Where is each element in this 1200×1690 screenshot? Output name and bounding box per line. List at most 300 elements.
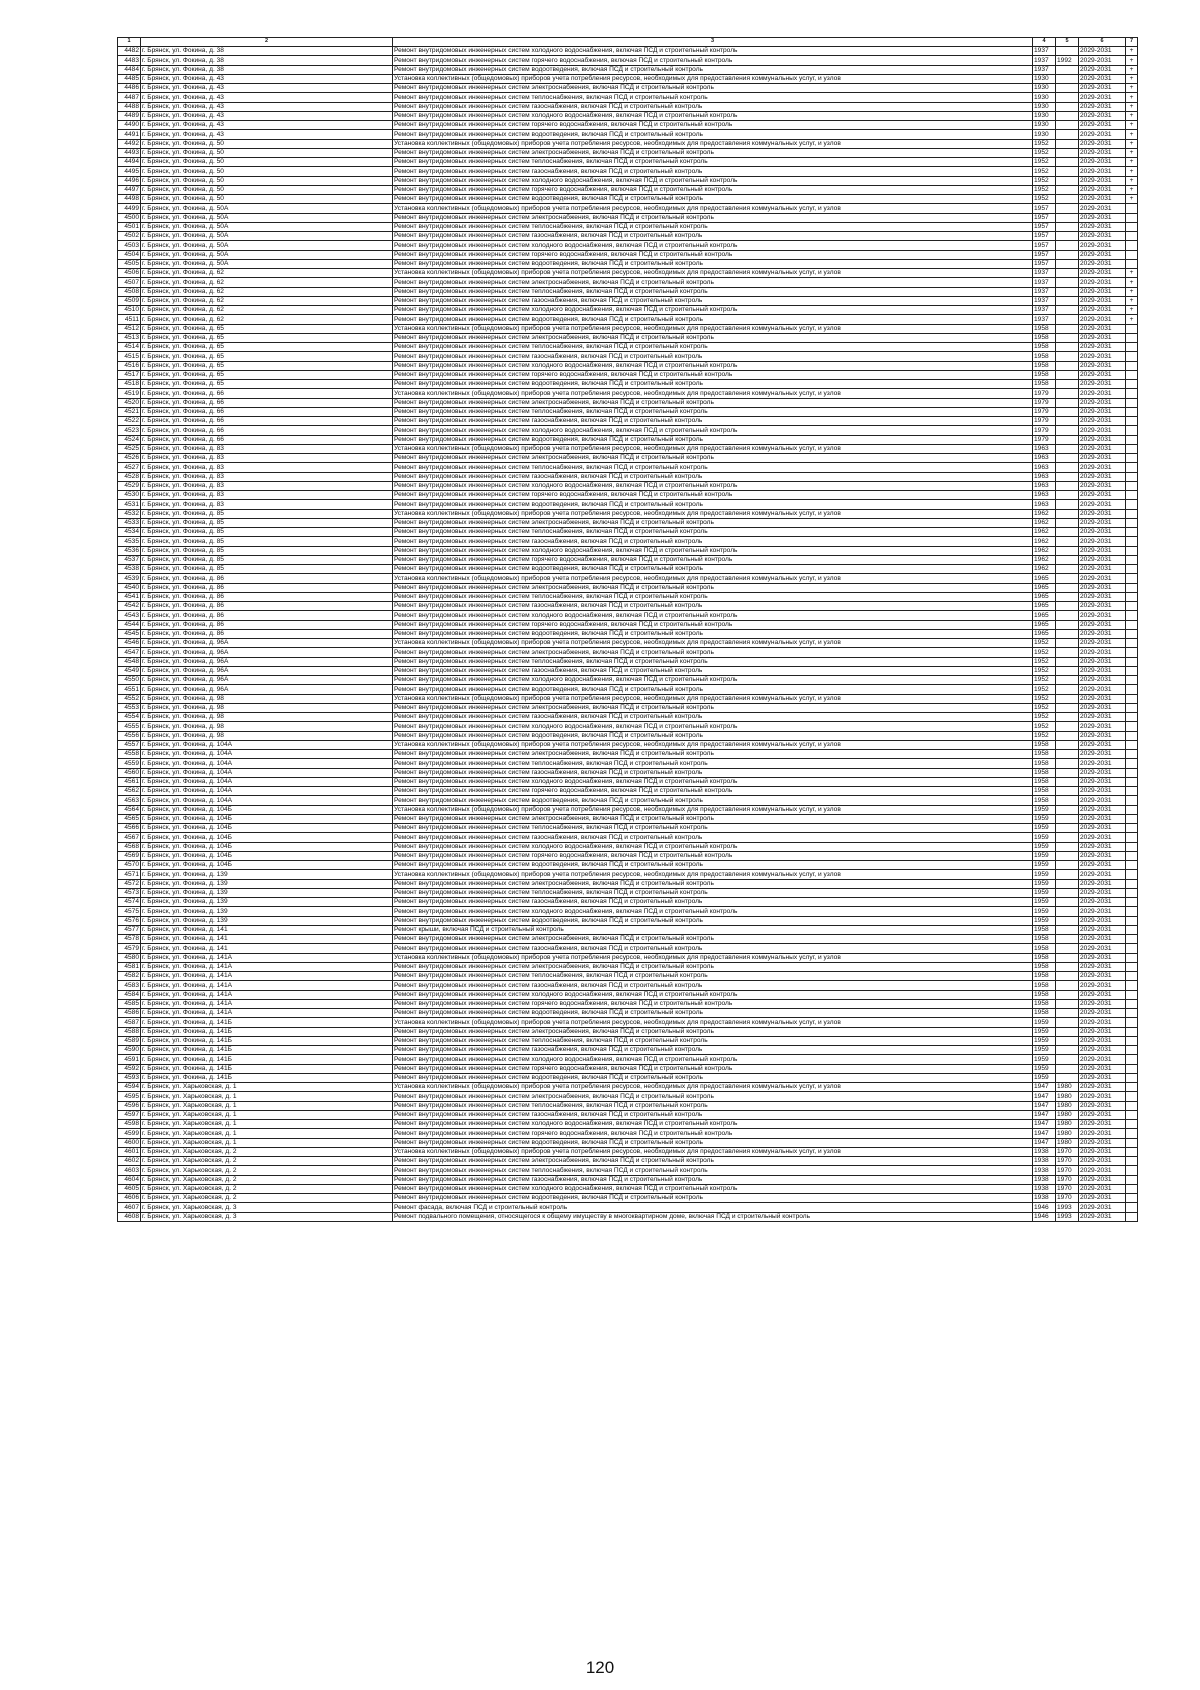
build-year-cell: 1958 xyxy=(1033,1009,1056,1018)
address-cell: г. Брянск, ул. Фокина, д. 83 xyxy=(141,472,393,481)
reconstruction-year-cell xyxy=(1056,491,1079,500)
table-row xyxy=(118,481,1138,490)
reconstruction-year-cell xyxy=(1056,620,1079,629)
address-cell: г. Брянск, ул. Фокина, д. 85 xyxy=(141,555,393,564)
work-type-cell: Ремонт внутридомовых инженерных систем газоснабжения, включая ПСД и строительный контроль xyxy=(393,713,1033,722)
build-year-cell: 1959 xyxy=(1033,805,1056,814)
build-year-cell: 1959 xyxy=(1033,1027,1056,1036)
address-cell: г. Брянск, ул. Фокина, д. 98 xyxy=(141,713,393,722)
row-number-cell: 4535 xyxy=(118,537,141,546)
reconstruction-year-cell xyxy=(1056,999,1079,1008)
mark-cell xyxy=(1126,1009,1138,1018)
table-row xyxy=(118,417,1138,426)
planned-period-cell: 2029-2031 xyxy=(1079,1203,1126,1212)
work-type-cell: Установка коллективных (общедомовых) приборов учета потребления ресурсов, необходимых для предоставления коммунальных услуг, и узлов xyxy=(393,204,1033,213)
row-number-cell: 4502 xyxy=(118,232,141,241)
reconstruction-year-cell xyxy=(1056,176,1079,185)
table-row xyxy=(118,796,1138,805)
work-type-cell: Ремонт внутридомовых инженерных систем холодного водоснабжения, включая ПСД и строительный контроль xyxy=(393,176,1033,185)
reconstruction-year-cell xyxy=(1056,639,1079,648)
mark-cell xyxy=(1126,417,1138,426)
planned-period-cell: 2029-2031 xyxy=(1079,222,1126,231)
address-cell: г. Брянск, ул. Харьковская, д. 1 xyxy=(141,1110,393,1119)
row-number-cell: 4526 xyxy=(118,454,141,463)
planned-period-cell: 2029-2031 xyxy=(1079,213,1126,222)
table-row xyxy=(118,805,1138,814)
work-type-cell: Установка коллективных (общедомовых) приборов учета потребления ресурсов, необходимых для предоставления коммунальных услуг, и узлов xyxy=(393,74,1033,83)
work-type-cell: Ремонт внутридомовых инженерных систем водоотведения, включая ПСД и строительный контроль xyxy=(393,629,1033,638)
work-type-cell: Ремонт внутридомовых инженерных систем холодного водоснабжения, включая ПСД и строительный контроль xyxy=(393,426,1033,435)
build-year-cell: 1958 xyxy=(1033,953,1056,962)
planned-period-cell: 2029-2031 xyxy=(1079,407,1126,416)
row-number-cell: 4571 xyxy=(118,870,141,879)
table-row xyxy=(118,407,1138,416)
work-type-cell: Ремонт внутридомовых инженерных систем горячего водоснабжения, включая ПСД и строительный контроль xyxy=(393,1064,1033,1073)
address-cell: г. Брянск, ул. Фокина, д. 86 xyxy=(141,620,393,629)
reconstruction-year-cell xyxy=(1056,370,1079,379)
build-year-cell: 1958 xyxy=(1033,768,1056,777)
reconstruction-year-cell xyxy=(1056,102,1079,111)
build-year-cell: 1958 xyxy=(1033,750,1056,759)
address-cell: г. Брянск, ул. Фокина, д. 65 xyxy=(141,324,393,333)
build-year-cell: 1958 xyxy=(1033,990,1056,999)
work-type-cell: Ремонт внутридомовых инженерных систем электроснабжения, включая ПСД и строительный контроль xyxy=(393,1027,1033,1036)
mark-cell xyxy=(1126,574,1138,583)
row-number-cell: 4562 xyxy=(118,787,141,796)
reconstruction-year-cell xyxy=(1056,1018,1079,1027)
planned-period-cell: 2029-2031 xyxy=(1079,796,1126,805)
mark-cell xyxy=(1126,972,1138,981)
reconstruction-year-cell xyxy=(1056,1027,1079,1036)
table-row xyxy=(118,1055,1138,1064)
reconstruction-year-cell xyxy=(1056,713,1079,722)
mark-cell xyxy=(1126,426,1138,435)
mark-cell: + xyxy=(1126,47,1138,56)
planned-period-cell: 2029-2031 xyxy=(1079,1101,1126,1110)
work-type-cell: Ремонт внутридомовых инженерных систем электроснабжения, включая ПСД и строительный контроль xyxy=(393,962,1033,971)
build-year-cell: 1959 xyxy=(1033,1036,1056,1045)
row-number-cell: 4537 xyxy=(118,555,141,564)
work-type-cell: Ремонт внутридомовых инженерных систем холодного водоснабжения, включая ПСД и строительный контроль xyxy=(393,111,1033,120)
build-year-cell: 1957 xyxy=(1033,250,1056,259)
address-cell: г. Брянск, ул. Фокина, д. 141А xyxy=(141,962,393,971)
address-cell: г. Брянск, ул. Фокина, д. 38 xyxy=(141,47,393,56)
table-row xyxy=(118,814,1138,823)
address-cell: г. Брянск, ул. Фокина, д. 50 xyxy=(141,139,393,148)
mark-cell xyxy=(1126,833,1138,842)
build-year-cell: 1958 xyxy=(1033,361,1056,370)
work-type-cell: Ремонт внутридомовых инженерных систем теплоснабжения, включая ПСД и строительный контроль xyxy=(393,158,1033,167)
table-row xyxy=(118,722,1138,731)
planned-period-cell: 2029-2031 xyxy=(1079,999,1126,1008)
address-cell: г. Брянск, ул. Фокина, д. 141А xyxy=(141,999,393,1008)
table-row xyxy=(118,315,1138,324)
table-row xyxy=(118,1073,1138,1082)
planned-period-cell: 2029-2031 xyxy=(1079,953,1126,962)
work-type-cell: Установка коллективных (общедомовых) приборов учета потребления ресурсов, необходимых для предоставления коммунальных услуг, и узлов xyxy=(393,1147,1033,1156)
mark-cell xyxy=(1126,1129,1138,1138)
row-number-cell: 4593 xyxy=(118,1073,141,1082)
build-year-cell: 1947 xyxy=(1033,1101,1056,1110)
address-cell: г. Брянск, ул. Фокина, д. 104Б xyxy=(141,861,393,870)
address-cell: г. Брянск, ул. Фокина, д. 141Б xyxy=(141,1027,393,1036)
row-number-cell: 4497 xyxy=(118,185,141,194)
build-year-cell: 1959 xyxy=(1033,916,1056,925)
planned-period-cell: 2029-2031 xyxy=(1079,1046,1126,1055)
work-type-cell: Ремонт внутридомовых инженерных систем электроснабжения, включая ПСД и строительный контроль xyxy=(393,814,1033,823)
address-cell: г. Брянск, ул. Фокина, д. 104А xyxy=(141,787,393,796)
row-number-cell: 4573 xyxy=(118,888,141,897)
work-type-cell: Ремонт внутридомовых инженерных систем теплоснабжения, включая ПСД и строительный контроль xyxy=(393,463,1033,472)
planned-period-cell: 2029-2031 xyxy=(1079,352,1126,361)
reconstruction-year-cell: 1970 xyxy=(1056,1194,1079,1203)
table-row xyxy=(118,713,1138,722)
work-type-cell: Ремонт внутридомовых инженерных систем электроснабжения, включая ПСД и строительный контроль xyxy=(393,1157,1033,1166)
planned-period-cell: 2029-2031 xyxy=(1079,703,1126,712)
build-year-cell: 1947 xyxy=(1033,1083,1056,1092)
build-year-cell: 1958 xyxy=(1033,324,1056,333)
table-row xyxy=(118,1157,1138,1166)
build-year-cell: 1959 xyxy=(1033,907,1056,916)
planned-period-cell: 2029-2031 xyxy=(1079,1175,1126,1184)
reconstruction-year-cell xyxy=(1056,592,1079,601)
row-number-cell: 4523 xyxy=(118,426,141,435)
planned-period-cell: 2029-2031 xyxy=(1079,176,1126,185)
table-row xyxy=(118,472,1138,481)
row-number-cell: 4522 xyxy=(118,417,141,426)
reconstruction-year-cell: 1993 xyxy=(1056,1212,1079,1221)
reconstruction-year-cell: 1980 xyxy=(1056,1138,1079,1147)
table-row xyxy=(118,565,1138,574)
table-row xyxy=(118,167,1138,176)
build-year-cell: 1952 xyxy=(1033,158,1056,167)
work-type-cell: Ремонт внутридомовых инженерных систем газоснабжения, включая ПСД и строительный контроль xyxy=(393,1175,1033,1184)
row-number-cell: 4520 xyxy=(118,398,141,407)
row-number-cell: 4545 xyxy=(118,629,141,638)
mark-cell xyxy=(1126,232,1138,241)
table-row xyxy=(118,176,1138,185)
header-col-4: 4 xyxy=(1033,38,1056,47)
row-number-cell: 4529 xyxy=(118,481,141,490)
row-number-cell: 4576 xyxy=(118,916,141,925)
address-cell: г. Брянск, ул. Фокина, д. 98 xyxy=(141,703,393,712)
planned-period-cell: 2029-2031 xyxy=(1079,1092,1126,1101)
work-type-cell: Установка коллективных (общедомовых) приборов учета потребления ресурсов, необходимых для предоставления коммунальных услуг, и узлов xyxy=(393,509,1033,518)
planned-period-cell: 2029-2031 xyxy=(1079,1027,1126,1036)
row-number-cell: 4607 xyxy=(118,1203,141,1212)
row-number-cell: 4493 xyxy=(118,148,141,157)
work-type-cell: Ремонт внутридомовых инженерных систем газоснабжения, включая ПСД и строительный контроль xyxy=(393,537,1033,546)
reconstruction-year-cell xyxy=(1056,768,1079,777)
planned-period-cell: 2029-2031 xyxy=(1079,1064,1126,1073)
table-row xyxy=(118,259,1138,268)
row-number-cell: 4534 xyxy=(118,528,141,537)
mark-cell xyxy=(1126,398,1138,407)
planned-period-cell: 2029-2031 xyxy=(1079,537,1126,546)
mark-cell xyxy=(1126,407,1138,416)
planned-period-cell: 2029-2031 xyxy=(1079,935,1126,944)
work-type-cell: Ремонт крыши, включая ПСД и строительный контроль xyxy=(393,925,1033,934)
build-year-cell: 1958 xyxy=(1033,944,1056,953)
reconstruction-year-cell: 1980 xyxy=(1056,1120,1079,1129)
mark-cell xyxy=(1126,1175,1138,1184)
address-cell: г. Брянск, ул. Фокина, д. 38 xyxy=(141,56,393,65)
planned-period-cell: 2029-2031 xyxy=(1079,990,1126,999)
planned-period-cell: 2029-2031 xyxy=(1079,750,1126,759)
planned-period-cell: 2029-2031 xyxy=(1079,870,1126,879)
build-year-cell: 1952 xyxy=(1033,722,1056,731)
mark-cell xyxy=(1126,981,1138,990)
reconstruction-year-cell xyxy=(1056,796,1079,805)
row-number-cell: 4532 xyxy=(118,509,141,518)
row-number-cell: 4494 xyxy=(118,158,141,167)
mark-cell xyxy=(1126,1027,1138,1036)
mark-cell xyxy=(1126,361,1138,370)
row-number-cell: 4581 xyxy=(118,962,141,971)
planned-period-cell: 2029-2031 xyxy=(1079,93,1126,102)
planned-period-cell: 2029-2031 xyxy=(1079,1166,1126,1175)
build-year-cell: 1958 xyxy=(1033,370,1056,379)
planned-period-cell: 2029-2031 xyxy=(1079,833,1126,842)
planned-period-cell: 2029-2031 xyxy=(1079,380,1126,389)
address-cell: г. Брянск, ул. Харьковская, д. 1 xyxy=(141,1138,393,1147)
work-type-cell: Установка коллективных (общедомовых) приборов учета потребления ресурсов, необходимых для предоставления коммунальных услуг, и узлов xyxy=(393,324,1033,333)
build-year-cell: 1958 xyxy=(1033,787,1056,796)
header-row xyxy=(118,38,1138,47)
reconstruction-year-cell xyxy=(1056,407,1079,416)
reconstruction-year-cell xyxy=(1056,398,1079,407)
reconstruction-year-cell xyxy=(1056,1046,1079,1055)
page-number: 120 xyxy=(585,1658,615,1677)
row-number-cell: 4567 xyxy=(118,833,141,842)
mark-cell xyxy=(1126,953,1138,962)
mark-cell xyxy=(1126,1120,1138,1129)
build-year-cell: 1952 xyxy=(1033,185,1056,194)
planned-period-cell: 2029-2031 xyxy=(1079,481,1126,490)
reconstruction-year-cell xyxy=(1056,944,1079,953)
build-year-cell: 1958 xyxy=(1033,759,1056,768)
address-cell: г. Брянск, ул. Фокина, д. 141А xyxy=(141,953,393,962)
reconstruction-year-cell xyxy=(1056,898,1079,907)
table-row xyxy=(118,463,1138,472)
address-cell: г. Брянск, ул. Харьковская, д. 1 xyxy=(141,1120,393,1129)
work-type-cell: Ремонт внутридомовых инженерных систем горячего водоснабжения, включая ПСД и строительный контроль xyxy=(393,555,1033,564)
address-cell: г. Брянск, ул. Фокина, д. 43 xyxy=(141,111,393,120)
mark-cell xyxy=(1126,629,1138,638)
reconstruction-year-cell xyxy=(1056,1055,1079,1064)
build-year-cell: 1952 xyxy=(1033,648,1056,657)
address-cell: г. Брянск, ул. Фокина, д. 98 xyxy=(141,722,393,731)
reconstruction-year-cell xyxy=(1056,361,1079,370)
planned-period-cell: 2029-2031 xyxy=(1079,1036,1126,1045)
table-row xyxy=(118,898,1138,907)
work-type-cell: Ремонт внутридомовых инженерных систем водоотведения, включая ПСД и строительный контроль xyxy=(393,1009,1033,1018)
row-number-cell: 4556 xyxy=(118,731,141,740)
build-year-cell: 1965 xyxy=(1033,611,1056,620)
address-cell: г. Брянск, ул. Фокина, д. 66 xyxy=(141,426,393,435)
table-row xyxy=(118,454,1138,463)
row-number-cell: 4531 xyxy=(118,500,141,509)
mark-cell xyxy=(1126,657,1138,666)
build-year-cell: 1952 xyxy=(1033,676,1056,685)
build-year-cell: 1958 xyxy=(1033,352,1056,361)
work-type-cell: Ремонт внутридомовых инженерных систем электроснабжения, включая ПСД и строительный контроль xyxy=(393,398,1033,407)
reconstruction-year-cell xyxy=(1056,269,1079,278)
table-row xyxy=(118,352,1138,361)
mark-cell xyxy=(1126,685,1138,694)
work-type-cell: Ремонт внутридомовых инженерных систем холодного водоснабжения, включая ПСД и строительный контроль xyxy=(393,842,1033,851)
work-type-cell: Ремонт внутридомовых инженерных систем водоотведения, включая ПСД и строительный контроль xyxy=(393,731,1033,740)
address-cell: г. Брянск, ул. Фокина, д. 104Б xyxy=(141,851,393,860)
work-type-cell: Ремонт внутридомовых инженерных систем электроснабжения, включая ПСД и строительный контроль xyxy=(393,935,1033,944)
row-number-cell: 4563 xyxy=(118,796,141,805)
address-cell: г. Брянск, ул. Фокина, д. 62 xyxy=(141,296,393,305)
planned-period-cell: 2029-2031 xyxy=(1079,740,1126,749)
table-row xyxy=(118,685,1138,694)
planned-period-cell: 2029-2031 xyxy=(1079,500,1126,509)
reconstruction-year-cell xyxy=(1056,315,1079,324)
mark-cell xyxy=(1126,777,1138,786)
row-number-cell: 4596 xyxy=(118,1101,141,1110)
work-type-cell: Ремонт внутридомовых инженерных систем теплоснабжения, включая ПСД и строительный контроль xyxy=(393,888,1033,897)
reconstruction-year-cell: 1980 xyxy=(1056,1129,1079,1138)
table-row xyxy=(118,925,1138,934)
reconstruction-year-cell xyxy=(1056,93,1079,102)
mark-cell xyxy=(1126,250,1138,259)
table-row xyxy=(118,666,1138,675)
build-year-cell: 1965 xyxy=(1033,592,1056,601)
address-cell: г. Брянск, ул. Харьковская, д. 2 xyxy=(141,1175,393,1184)
build-year-cell: 1952 xyxy=(1033,657,1056,666)
build-year-cell: 1946 xyxy=(1033,1203,1056,1212)
planned-period-cell: 2029-2031 xyxy=(1079,944,1126,953)
table-row xyxy=(118,953,1138,962)
planned-period-cell: 2029-2031 xyxy=(1079,1138,1126,1147)
reconstruction-year-cell xyxy=(1056,703,1079,712)
build-year-cell: 1963 xyxy=(1033,463,1056,472)
planned-period-cell: 2029-2031 xyxy=(1079,333,1126,342)
reconstruction-year-cell xyxy=(1056,602,1079,611)
table-row xyxy=(118,879,1138,888)
table-row xyxy=(118,398,1138,407)
mark-cell: + xyxy=(1126,111,1138,120)
planned-period-cell: 2029-2031 xyxy=(1079,583,1126,592)
reconstruction-year-cell xyxy=(1056,417,1079,426)
work-type-cell: Ремонт внутридомовых инженерных систем газоснабжения, включая ПСД и строительный контроль xyxy=(393,417,1033,426)
planned-period-cell: 2029-2031 xyxy=(1079,1184,1126,1193)
planned-period-cell: 2029-2031 xyxy=(1079,296,1126,305)
mark-cell xyxy=(1126,916,1138,925)
reconstruction-year-cell xyxy=(1056,805,1079,814)
mark-cell xyxy=(1126,370,1138,379)
build-year-cell: 1957 xyxy=(1033,213,1056,222)
work-type-cell: Ремонт внутридомовых инженерных систем холодного водоснабжения, включая ПСД и строительный контроль xyxy=(393,361,1033,370)
reconstruction-year-cell xyxy=(1056,435,1079,444)
planned-period-cell: 2029-2031 xyxy=(1079,657,1126,666)
work-type-cell: Ремонт внутридомовых инженерных систем водоотведения, включая ПСД и строительный контроль xyxy=(393,685,1033,694)
address-cell: г. Брянск, ул. Фокина, д. 141Б xyxy=(141,1018,393,1027)
work-type-cell: Ремонт внутридомовых инженерных систем водоотведения, включая ПСД и строительный контроль xyxy=(393,435,1033,444)
work-type-cell: Ремонт внутридомовых инженерных систем холодного водоснабжения, включая ПСД и строительный контроль xyxy=(393,990,1033,999)
planned-period-cell: 2029-2031 xyxy=(1079,602,1126,611)
planned-period-cell: 2029-2031 xyxy=(1079,787,1126,796)
planned-period-cell: 2029-2031 xyxy=(1079,962,1126,971)
planned-period-cell: 2029-2031 xyxy=(1079,1157,1126,1166)
reconstruction-year-cell xyxy=(1056,454,1079,463)
planned-period-cell: 2029-2031 xyxy=(1079,824,1126,833)
mark-cell xyxy=(1126,481,1138,490)
work-type-cell: Ремонт внутридомовых инженерных систем газоснабжения, включая ПСД и строительный контроль xyxy=(393,472,1033,481)
planned-period-cell: 2029-2031 xyxy=(1079,676,1126,685)
mark-cell: + xyxy=(1126,130,1138,139)
address-cell: г. Брянск, ул. Фокина, д. 62 xyxy=(141,287,393,296)
row-number-cell: 4518 xyxy=(118,380,141,389)
mark-cell: + xyxy=(1126,296,1138,305)
planned-period-cell: 2029-2031 xyxy=(1079,315,1126,324)
table-row xyxy=(118,888,1138,897)
mark-cell xyxy=(1126,944,1138,953)
mark-cell xyxy=(1126,389,1138,398)
table-row xyxy=(118,1147,1138,1156)
reconstruction-year-cell xyxy=(1056,167,1079,176)
mark-cell xyxy=(1126,861,1138,870)
address-cell: г. Брянск, ул. Фокина, д. 50 xyxy=(141,148,393,157)
reconstruction-year-cell xyxy=(1056,851,1079,860)
build-year-cell: 1937 xyxy=(1033,56,1056,65)
table-row xyxy=(118,1046,1138,1055)
reconstruction-year-cell xyxy=(1056,833,1079,842)
work-type-cell: Ремонт внутридомовых инженерных систем газоснабжения, включая ПСД и строительный контроль xyxy=(393,102,1033,111)
reconstruction-year-cell xyxy=(1056,232,1079,241)
reconstruction-year-cell xyxy=(1056,907,1079,916)
build-year-cell: 1958 xyxy=(1033,333,1056,342)
table-row xyxy=(118,750,1138,759)
reconstruction-year-cell xyxy=(1056,648,1079,657)
work-type-cell: Ремонт внутридомовых инженерных систем горячего водоснабжения, включая ПСД и строительный контроль xyxy=(393,620,1033,629)
row-number-cell: 4517 xyxy=(118,370,141,379)
table-row xyxy=(118,870,1138,879)
row-number-cell: 4546 xyxy=(118,639,141,648)
planned-period-cell: 2029-2031 xyxy=(1079,1083,1126,1092)
mark-cell xyxy=(1126,1083,1138,1092)
reconstruction-year-cell: 1992 xyxy=(1056,56,1079,65)
address-cell: г. Брянск, ул. Фокина, д. 65 xyxy=(141,370,393,379)
planned-period-cell: 2029-2031 xyxy=(1079,232,1126,241)
mark-cell xyxy=(1126,935,1138,944)
build-year-cell: 1959 xyxy=(1033,1046,1056,1055)
reconstruction-year-cell: 1980 xyxy=(1056,1092,1079,1101)
build-year-cell: 1938 xyxy=(1033,1166,1056,1175)
reconstruction-year-cell xyxy=(1056,47,1079,56)
address-cell: г. Брянск, ул. Фокина, д. 104А xyxy=(141,796,393,805)
table-row xyxy=(118,907,1138,916)
reconstruction-year-cell xyxy=(1056,870,1079,879)
planned-period-cell: 2029-2031 xyxy=(1079,278,1126,287)
table-row xyxy=(118,592,1138,601)
work-type-cell: Ремонт внутридомовых инженерных систем теплоснабжения, включая ПСД и строительный контроль xyxy=(393,824,1033,833)
mark-cell xyxy=(1126,1166,1138,1175)
address-cell: г. Брянск, ул. Фокина, д. 96А xyxy=(141,639,393,648)
planned-period-cell: 2029-2031 xyxy=(1079,148,1126,157)
work-type-cell: Ремонт внутридомовых инженерных систем электроснабжения, включая ПСД и строительный контроль xyxy=(393,648,1033,657)
reconstruction-year-cell: 1970 xyxy=(1056,1175,1079,1184)
table-row xyxy=(118,916,1138,925)
table-row xyxy=(118,389,1138,398)
table-row xyxy=(118,1184,1138,1193)
row-number-cell: 4503 xyxy=(118,241,141,250)
work-type-cell: Ремонт внутридомовых инженерных систем газоснабжения, включая ПСД и строительный контроль xyxy=(393,1110,1033,1119)
row-number-cell: 4603 xyxy=(118,1166,141,1175)
